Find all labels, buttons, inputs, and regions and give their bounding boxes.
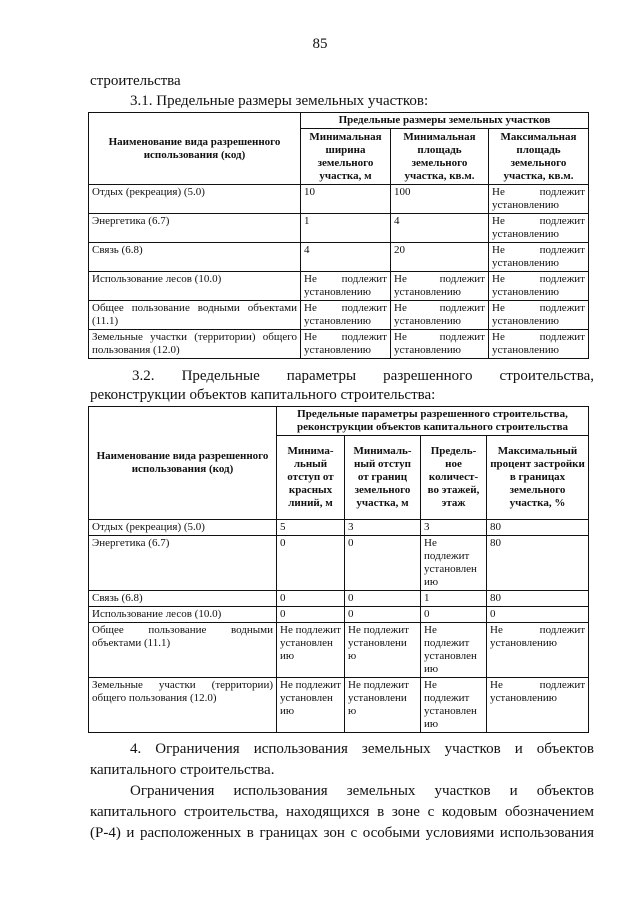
table-cell: 3 [421, 520, 487, 536]
table2-col-header: Максимальный процент застройки в границах земельного участка, % [487, 436, 589, 520]
section-4-heading-line2: капитального строительства. [90, 762, 275, 778]
table-cell: Не подлежит установлению [391, 330, 489, 359]
table-row [89, 243, 589, 272]
table-cell: Не подлежит установлению [489, 185, 589, 214]
table-cell: 0 [421, 607, 487, 623]
table-cell: 5 [277, 520, 345, 536]
table-row [89, 678, 589, 733]
table-cell: Не подлежит установлению [489, 301, 589, 330]
table-cell: 3 [345, 520, 421, 536]
table-cell: Не подлежит установлению [487, 678, 589, 733]
table-row [89, 536, 589, 591]
table-construction-parameters [88, 406, 589, 733]
table-cell: 80 [487, 520, 589, 536]
table-cell: Не подлежит установлен ию [421, 678, 487, 733]
table-row [89, 330, 589, 359]
table-cell: 0 [487, 607, 589, 623]
table-cell: 20 [391, 243, 489, 272]
table-cell: Не подлежит установлению [487, 623, 589, 678]
table1-col0-header: Наименование вида разрешенного использования (код) [89, 113, 301, 185]
table-cell: Общее пользование водными объектами (11.1) [89, 301, 301, 330]
table2-group-header: Предельные параметры разрешенного строительства, реконструкции объектов капитального строительства [277, 407, 589, 436]
table2-col-header: Предель-ное количест-во этажей, этаж [421, 436, 487, 520]
table-cell: Не подлежит установлен ию [277, 678, 345, 733]
table-cell: Не подлежит установлению [391, 272, 489, 301]
table-row [89, 301, 589, 330]
table-row [89, 214, 589, 243]
table-row [89, 623, 589, 678]
table-cell: 0 [345, 591, 421, 607]
table1-col-header: Минимальная площадь земельного участка, кв.м. [391, 129, 489, 185]
heading-word: 3.2. [132, 368, 155, 384]
table-row [89, 520, 589, 536]
table-cell: 80 [487, 536, 589, 591]
table-cell: 4 [301, 243, 391, 272]
table-cell: Связь (6.8) [89, 591, 277, 607]
table-cell: Не подлежит установлению [489, 272, 589, 301]
section-3-2-heading [132, 368, 594, 385]
table-cell: Не подлежит установлению [301, 330, 391, 359]
section-4-paragraph-line: (Р-4) и расположенных в границах зон с особыми условиями использования [90, 825, 594, 841]
table-cell: Энергетика (6.7) [89, 214, 301, 243]
table2-col-header: Минима-льный отступ от красных линий, м [277, 436, 345, 520]
table-cell: Отдых (рекреация) (5.0) [89, 185, 301, 214]
page-number: 85 [312, 36, 328, 52]
table-cell: Связь (6.8) [89, 243, 301, 272]
table-cell: 0 [277, 536, 345, 591]
table-cell: Отдых (рекреация) (5.0) [89, 520, 277, 536]
table-cell: Не подлежит установлени ю [345, 678, 421, 733]
table-cell: Не подлежит установлению [301, 301, 391, 330]
table-row [89, 185, 589, 214]
table-cell: 0 [277, 591, 345, 607]
table2-col-header: Минималь-ный отступ от границ земельного участка, м [345, 436, 421, 520]
table-cell: Не подлежит установлен ию [421, 623, 487, 678]
table-cell: Использование лесов (10.0) [89, 272, 301, 301]
table-cell: Общее пользование водными объектами (11.1) [89, 623, 277, 678]
section-4-paragraph-line: капитального строительства, находящихся в зоне с кодовым обозначением [90, 804, 594, 820]
table-cell: Использование лесов (10.0) [89, 607, 277, 623]
heading-word: Предельные [181, 368, 260, 384]
table1-group-header: Предельные размеры земельных участков [301, 113, 589, 129]
table-cell: 1 [421, 591, 487, 607]
heading-word: разрешенного [383, 368, 473, 384]
table-cell: 1 [301, 214, 391, 243]
table-cell: 80 [487, 591, 589, 607]
table-land-plot-sizes [88, 112, 589, 359]
table-cell: 0 [345, 607, 421, 623]
table-cell: Не подлежит установлению [489, 243, 589, 272]
table-cell: Не подлежит установлению [391, 301, 489, 330]
intro-word: строительства [90, 73, 181, 89]
table-cell: Не подлежит установлению [489, 214, 589, 243]
table-cell: 0 [345, 536, 421, 591]
table-cell: Земельные участки (территории) общего пользования (12.0) [89, 330, 301, 359]
table2-col0-header: Наименование вида разрешенного использования (код) [89, 407, 277, 520]
section-3-1-heading: 3.1. Предельные размеры земельных участков: [130, 93, 429, 109]
section-3-2-heading-line2: реконструкции объектов капитального строительства: [90, 387, 436, 403]
heading-word: параметры [286, 368, 357, 384]
table-row [89, 607, 589, 623]
section-4-paragraph-line: Ограничения использования земельных участков и объектов [130, 783, 594, 799]
table-cell: Не подлежит установлению [301, 272, 391, 301]
table-cell: Не подлежит установлению [489, 330, 589, 359]
table-cell: 0 [277, 607, 345, 623]
table-cell: Не подлежит установлен ию [421, 536, 487, 591]
heading-word: строительства, [499, 368, 594, 384]
table-cell: 100 [391, 185, 489, 214]
table-row [89, 591, 589, 607]
section-4-heading: 4. Ограничения использования земельных участков и объектов [130, 741, 594, 757]
table1-col-header: Минимальная ширина земельного участка, м [301, 129, 391, 185]
table-row [89, 272, 589, 301]
table1-col-header: Максимальная площадь земельного участка, кв.м. [489, 129, 589, 185]
table-cell: 10 [301, 185, 391, 214]
table-cell: 4 [391, 214, 489, 243]
table-cell: Не подлежит установлен ию [277, 623, 345, 678]
table-cell: Энергетика (6.7) [89, 536, 277, 591]
table-cell: Не подлежит установлени ю [345, 623, 421, 678]
table-cell: Земельные участки (территории) общего пользования (12.0) [89, 678, 277, 733]
